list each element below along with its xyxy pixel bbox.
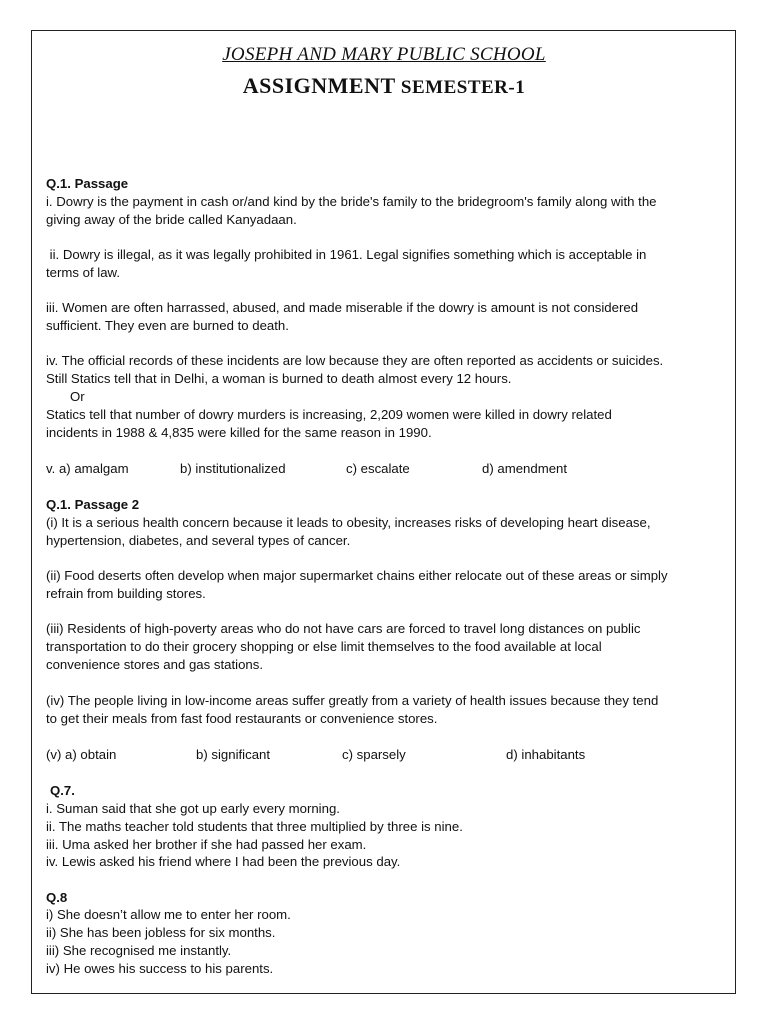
q7-item-ii: ii. The maths teacher told students that three multiplied by three is nine. (46, 819, 463, 834)
q1-ii-line2: terms of law. (46, 265, 121, 280)
q1-iv-line2: Still Statics tell that in Delhi, a woman is burned to death almost every 12 hours. (46, 371, 512, 386)
q1-iv-line1: iv. The official records of these incidents are low because they are often reported as accidents or suicides. (46, 353, 664, 368)
school-name: JOSEPH AND MARY PUBLIC SCHOOL (222, 44, 546, 65)
q8-item-i: i) She doesn’t allow me to enter her room. (46, 907, 291, 922)
q1p2-v-option-c: c) sparsely (342, 747, 406, 762)
q1p2-iii-line2: transportation to do their grocery shopping or else limit themselves to the food available at local (46, 639, 602, 654)
q1-iv-or: Or (70, 389, 85, 404)
q1p2-i-line1: (i) It is a serious health concern because it leads to obesity, increases risks of developing heart disease, (46, 515, 651, 530)
q8-item-iv: iv) He owes his success to his parents. (46, 961, 274, 976)
assignment-word: ASSIGNMENT (242, 73, 396, 98)
q8-item-iii: iii) She recognised me instantly. (46, 943, 232, 958)
q1p2-v-option-a: (v) a) obtain (46, 747, 117, 762)
q1-iii-line2: sufficient. They even are burned to death. (46, 318, 289, 333)
q1p2-iii-line1: (iii) Residents of high-poverty areas who do not have cars are forced to travel long distances on public (46, 621, 641, 636)
q7-item-iv: iv. Lewis asked his friend where I had been the previous day. (46, 854, 401, 869)
q1p2-iv-line2: to get their meals from fast food restaurants or convenience stores. (46, 711, 438, 726)
q8-item-ii: ii) She has been jobless for six months. (46, 925, 276, 940)
q1-iv-line4: incidents in 1988 & 4,835 were killed for the same reason in 1990. (46, 425, 432, 440)
q1p2-ii-line2: refrain from building stores. (46, 586, 206, 601)
q1p2-v-option-b: b) significant (196, 747, 271, 762)
q1p2-v-option-d: d) inhabitants (506, 747, 586, 762)
q7-heading: Q.7. (50, 783, 75, 798)
q1p2-ii-line1: (ii) Food deserts often develop when major supermarket chains either relocate out of these areas or simply (46, 568, 668, 583)
assignment-title (0, 73, 768, 99)
q1-ii-line1: ii. Dowry is illegal, as it was legally prohibited in 1961. Legal signifies something which is acceptable in (46, 247, 647, 262)
q1-heading: Q.1. Passage (46, 176, 129, 191)
q1p2-iii-line3: convenience stores and gas stations. (46, 657, 263, 672)
q1-v-option-d: d) amendment (482, 461, 568, 476)
q1p2-i-line2: hypertension, diabetes, and several types of cancer. (46, 533, 351, 548)
semester-label: SEMESTER-1 (400, 77, 526, 98)
q7-item-iii: iii. Uma asked her brother if she had passed her exam. (46, 837, 367, 852)
q8-heading: Q.8 (46, 890, 68, 905)
q1-i-line2: giving away of the bride called Kanyadaan. (46, 212, 297, 227)
q1-iii-line1: iii. Women are often harrassed, abused, and made miserable if the dowry is amount is not considered (46, 300, 639, 315)
q1-v-option-a: v. a) amalgam (46, 461, 129, 476)
q7-item-i: i. Suman said that she got up early every morning. (46, 801, 340, 816)
q1-iv-line3: Statics tell that number of dowry murders is increasing, 2,209 women were killed in dowry related (46, 407, 612, 422)
q1-v-option-c: c) escalate (346, 461, 410, 476)
q1-i-line1: i. Dowry is the payment in cash or/and kind by the bride's family to the bridegroom's family along with the (46, 194, 657, 209)
q1p2-heading: Q.1. Passage 2 (46, 497, 140, 512)
q1p2-iv-line1: (iv) The people living in low-income areas suffer greatly from a variety of health issues because they tend (46, 693, 659, 708)
q1-v-option-b: b) institutionalized (180, 461, 286, 476)
